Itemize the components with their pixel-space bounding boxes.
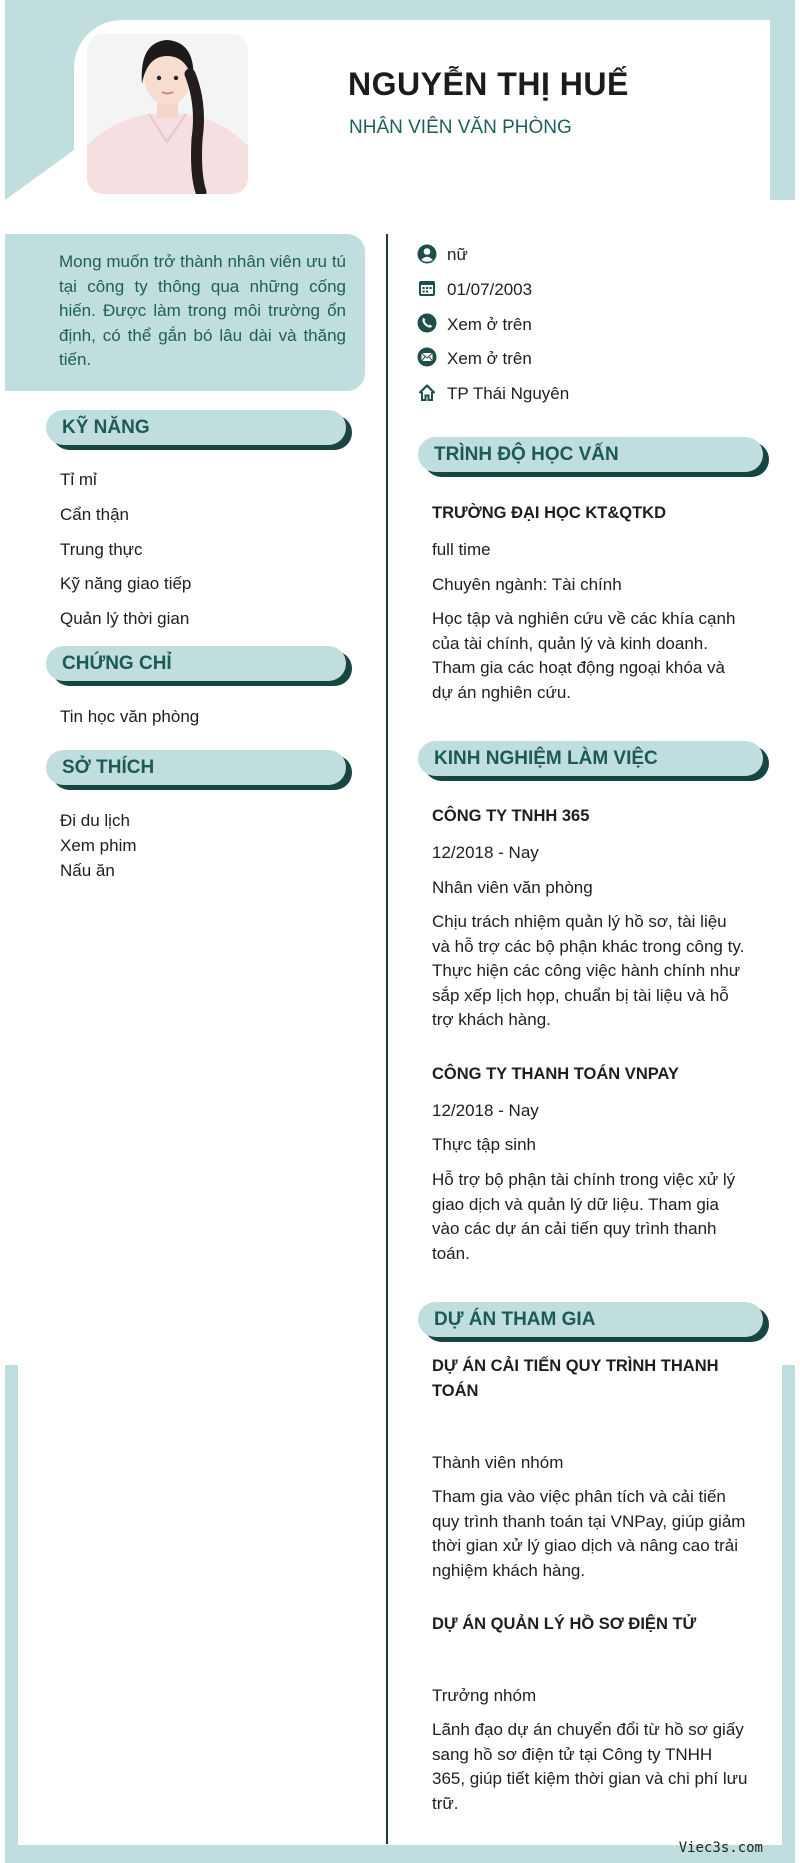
contact-email: Xem ở trên <box>447 349 532 368</box>
career-objective: Mong muốn trở thành nhân viên ưu tú tại công ty thông qua những cống hiến. Được làm trong môi trường ổn định, có thể gắn bó lâu dài và thăng tiến. <box>5 234 365 391</box>
watermark: Viec3s.com <box>678 1840 763 1856</box>
job-position: Thực tập sinh <box>432 1135 536 1154</box>
job-period: 12/2018 - Nay <box>432 843 539 862</box>
skill-item: Quản lý thời gian <box>60 609 190 628</box>
job-period: 12/2018 - Nay <box>432 1101 539 1120</box>
skills-heading: KỸ NĂNG <box>46 410 346 445</box>
project-name: DỰ ÁN CẢI TIẾN QUY TRÌNH THANH TOÁN <box>432 1357 719 1400</box>
study-major: Chuyên ngành: Tài chính <box>432 575 622 594</box>
hobby-item: Đi du lịch <box>60 811 130 830</box>
candidate-name: NGUYỄN THỊ HUẾ <box>348 66 629 102</box>
hobbies-heading: SỞ THÍCH <box>46 750 346 785</box>
project-role: Thành viên nhóm <box>432 1453 564 1472</box>
education-heading: TRÌNH ĐỘ HỌC VẤN <box>418 437 763 472</box>
skill-item: Kỹ năng giao tiếp <box>60 574 192 593</box>
profile-photo <box>87 34 248 194</box>
contact-phone: Xem ở trên <box>447 315 532 334</box>
project-description: Tham gia vào việc phân tích và cải tiến quy trình thanh toán tại VNPay, giúp giảm thời gian xử lý giao dịch và nâng cao trải nghiệm khách hàng. <box>432 1487 746 1580</box>
skill-item: Cẩn thận <box>60 505 129 524</box>
job-description: Chịu trách nhiệm quản lý hồ sơ, tài liệu và hỗ trợ các bộ phận khác trong công ty. Thực hiện các công việc hành chính như sắp xếp lịch họp, chuẩn bị tài liệu và hỗ trợ khách hàng. <box>432 912 745 1029</box>
home-icon <box>417 382 437 402</box>
project-role: Trưởng nhóm <box>432 1686 537 1705</box>
job-company: CÔNG TY THANH TOÁN VNPAY <box>432 1065 679 1083</box>
skill-item: Tỉ mỉ <box>60 470 97 489</box>
contact-gender: nữ <box>447 245 468 264</box>
person-icon <box>417 244 437 264</box>
job-position: Nhân viên văn phòng <box>432 878 593 897</box>
study-mode: full time <box>432 540 491 559</box>
projects-heading: DỰ ÁN THAM GIA <box>418 1302 763 1337</box>
skill-item: Trung thực <box>60 540 143 559</box>
email-icon <box>417 347 437 367</box>
hobby-item: Nấu ăn <box>60 861 115 880</box>
phone-icon <box>417 313 437 333</box>
hobbies-list <box>60 808 137 883</box>
certificate-item: Tin học văn phòng <box>60 707 200 726</box>
certificates-heading: CHỨNG CHỈ <box>46 646 346 681</box>
school-name: TRƯỜNG ĐẠI HỌC KT&QTKD <box>432 504 666 522</box>
hobby-item: Xem phim <box>60 836 137 855</box>
project-name: DỰ ÁN QUẢN LÝ HỒ SƠ ĐIỆN TỬ <box>432 1615 697 1633</box>
contact-birthday: 01/07/2003 <box>447 280 533 299</box>
job-description: Hỗ trợ bộ phận tài chính trong việc xử lý giao dịch và quản lý dữ liệu. Tham gia vào các dự án cải tiến quy trình thanh toán. <box>432 1170 736 1263</box>
column-divider <box>386 234 388 1844</box>
calendar-icon <box>417 278 437 298</box>
job-company: CÔNG TY TNHH 365 <box>432 807 590 825</box>
candidate-role: NHÂN VIÊN VĂN PHÒNG <box>349 117 572 138</box>
corner-decoration <box>5 150 74 200</box>
contact-address: TP Thái Nguyên <box>447 384 570 403</box>
education-description: Học tập và nghiên cứu về các khía cạnh của tài chính, quản lý và kinh doanh. Tham gia các hoạt động ngoại khóa và dự án nghiên cứu. <box>432 609 736 702</box>
project-description: Lãnh đạo dự án chuyển đổi từ hồ sơ giấy sang hồ sơ điện tử tại Công ty TNHH 365, giúp tiết kiệm thời gian và chi phí lưu trữ. <box>432 1720 748 1813</box>
experience-heading: KINH NGHIỆM LÀM VIỆC <box>418 741 763 776</box>
